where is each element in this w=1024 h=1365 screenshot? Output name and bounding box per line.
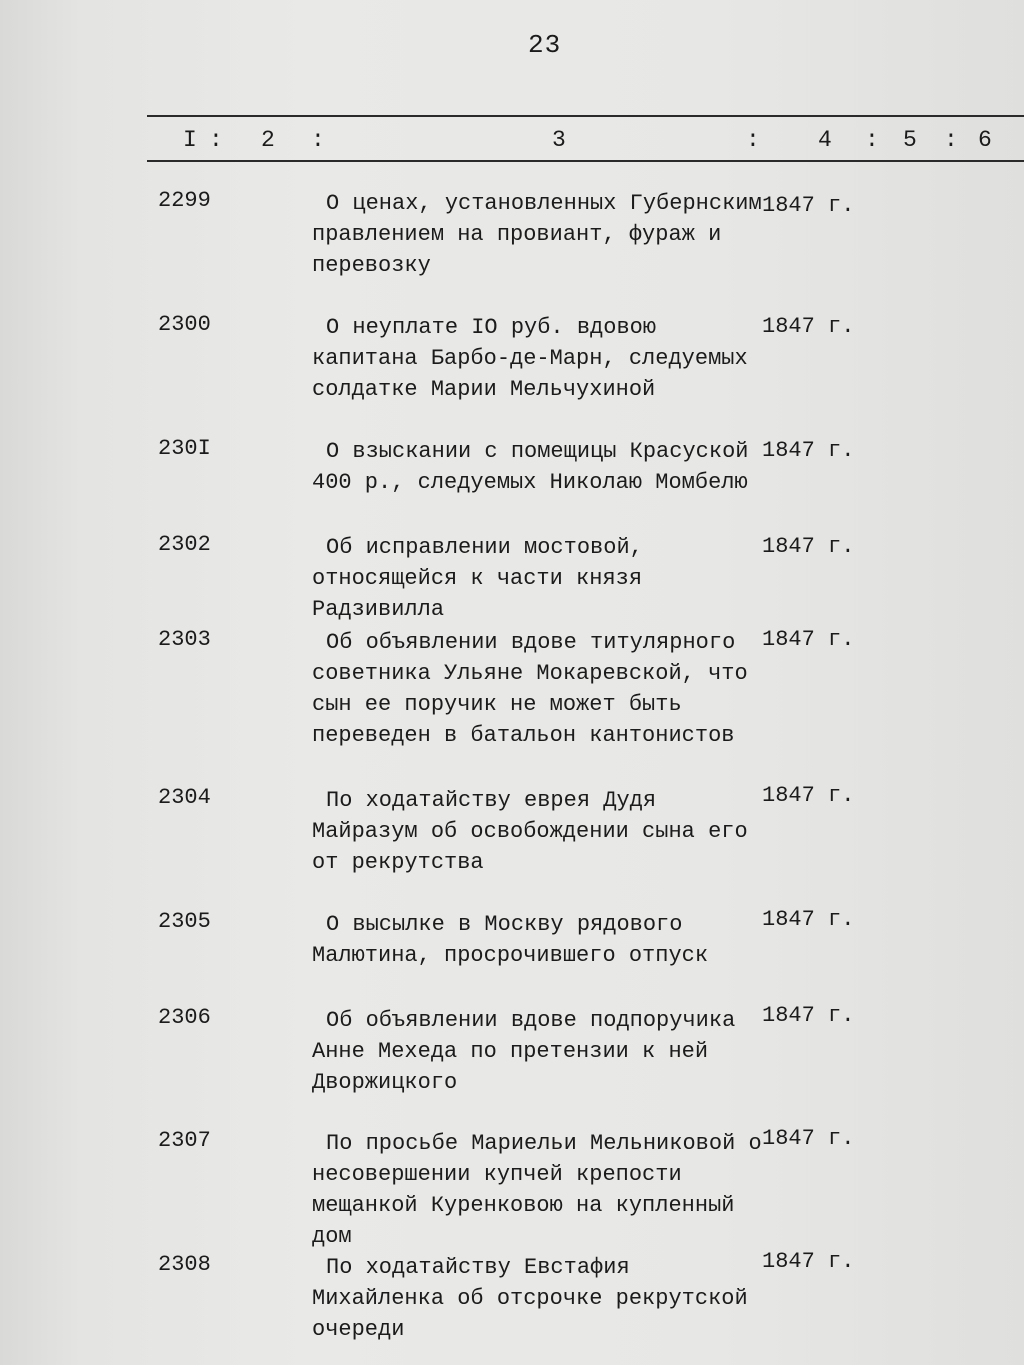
column-1-number: I: [183, 127, 197, 153]
entry-number: 2299: [158, 188, 211, 213]
entry-number: 2300: [158, 312, 211, 337]
entry-number: 2305: [158, 909, 211, 934]
entry-year: 1847 г.: [762, 1003, 855, 1028]
entry-year: 1847 г.: [762, 438, 855, 463]
entry-title: О неуплате IO руб. вдовою капитана Барбо-де-Марн, следуемых солдатке Марии Мельчухиной: [312, 315, 748, 402]
table-top-rule: [147, 115, 1024, 117]
column-4-number: 4: [818, 127, 832, 153]
entry-title: По просьбе Мариельи Мельниковой о несовершении купчей крепости мещанкой Куренковою на купленный дом: [312, 1131, 762, 1249]
entry-title: Об объявлении вдове титулярного советника Ульяне Мокаревской, что сын ее поручик не может быть переведен в батальон кантонистов: [312, 630, 748, 748]
entry-year: 1847 г.: [762, 1249, 855, 1274]
entry-title: О взыскании с помещицы Красуской 400 р., следуемых Николаю Момбелю: [312, 439, 749, 495]
entry-number: 230I: [158, 436, 211, 461]
column-5-number: 5: [903, 127, 917, 153]
entry-number: 2304: [158, 785, 211, 810]
entry-year: 1847 г.: [762, 627, 855, 652]
entry-number: 2306: [158, 1005, 211, 1030]
entry-title: По ходатайству Евстафия Михайленка об отсрочке рекрутской очереди: [312, 1255, 748, 1342]
column-2-number: 2: [261, 127, 275, 153]
entry-number: 2308: [158, 1252, 211, 1277]
column-separator: :: [311, 127, 325, 153]
entry-year: 1847 г.: [762, 193, 855, 218]
entry-year: 1847 г.: [762, 907, 855, 932]
entry-title: О высылке в Москву рядового Малютина, просрочившего отпуск: [312, 912, 709, 968]
column-3-number: 3: [552, 127, 566, 153]
entry-title: Об объявлении вдове подпоручика Анне Мехеда по претензии к ней Дворжицкого: [312, 1008, 736, 1095]
column-separator: :: [865, 127, 879, 153]
column-separator: :: [944, 127, 958, 153]
entry-number: 2302: [158, 532, 211, 557]
page-number: 23: [528, 30, 562, 60]
entry-title: По ходатайству еврея Дудя Майразум об освобождении сына его от рекрутства: [312, 788, 748, 875]
table-header-rule: [147, 160, 1024, 162]
column-separator: :: [746, 127, 760, 153]
column-6-number: 6: [978, 127, 992, 153]
column-separator: :: [209, 127, 223, 153]
entry-year: 1847 г.: [762, 783, 855, 808]
entry-number: 2307: [158, 1128, 211, 1153]
entry-number: 2303: [158, 627, 211, 652]
entry-year: 1847 г.: [762, 534, 855, 559]
entry-year: 1847 г.: [762, 314, 855, 339]
entry-title: О ценах, установленных Губернским правлением на провиант, фураж и перевозку: [312, 191, 762, 278]
entry-title: Об исправлении мостовой, относящейся к части князя Радзивилла: [312, 535, 643, 622]
entry-year: 1847 г.: [762, 1126, 855, 1151]
